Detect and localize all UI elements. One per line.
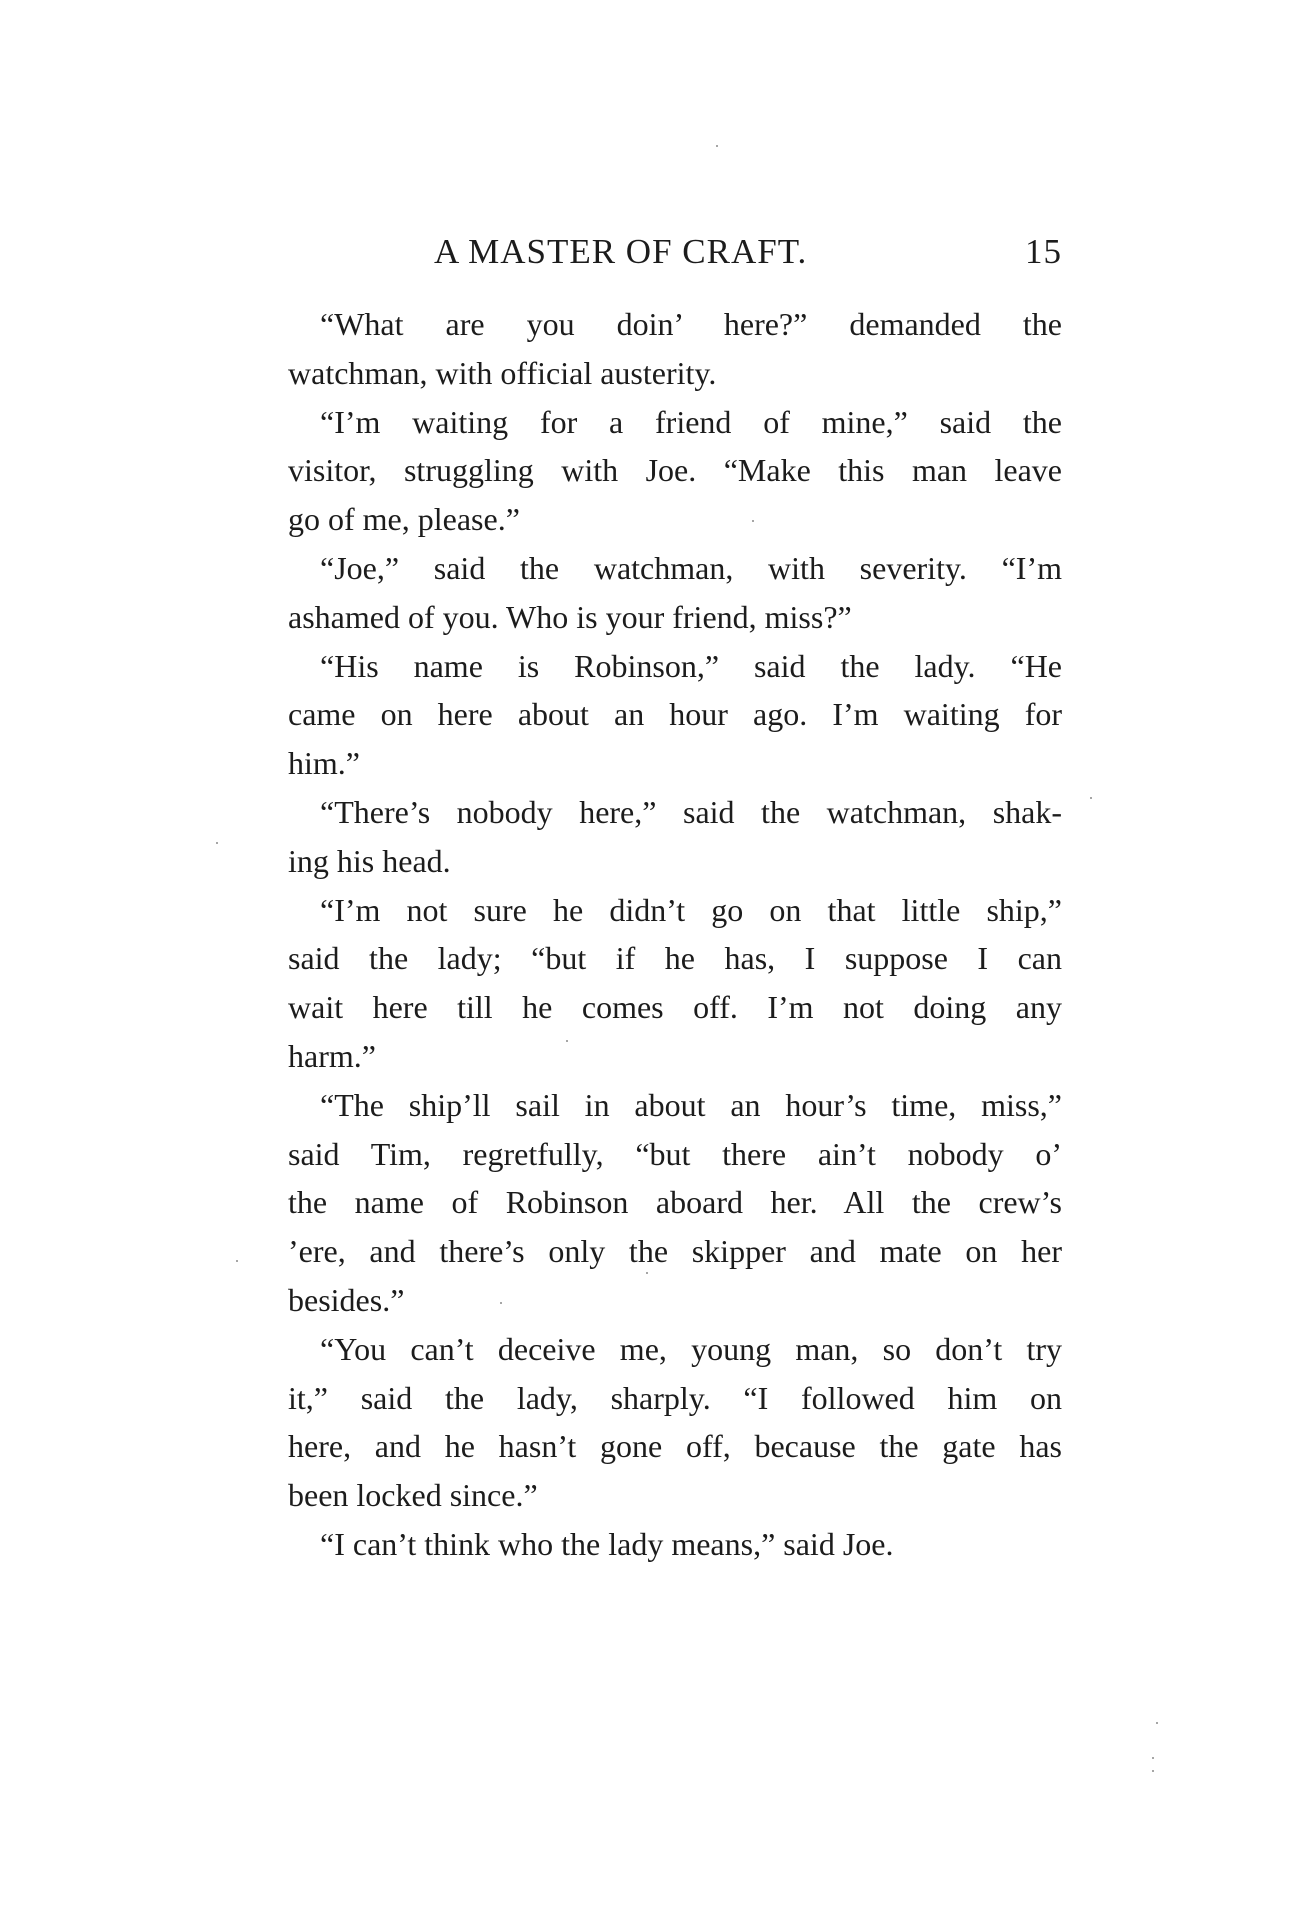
paragraph bbox=[256, 788, 1062, 886]
text-line: said Tim, regretfully, “but there ain’t nobody o’ bbox=[288, 1135, 1062, 1172]
text-line: “There’s nobody here,” said the watchman, shak- bbox=[320, 793, 1062, 830]
running-title: A MASTER OF CRAFT. bbox=[434, 232, 808, 271]
text-line: besides.” bbox=[288, 1281, 405, 1318]
text-line: “What are you doin’ here?” demanded the bbox=[320, 306, 1062, 342]
scan-speck bbox=[716, 145, 718, 147]
text-line: “The ship’ll sail in about an hour’s time, miss,” bbox=[320, 1086, 1062, 1123]
text-line: came on here about an hour ago. I’m waiting for bbox=[288, 696, 1062, 733]
page-header bbox=[256, 232, 1062, 282]
paragraph bbox=[256, 642, 1062, 788]
paragraph bbox=[256, 398, 1062, 544]
scan-speck bbox=[752, 520, 754, 522]
scan-speck bbox=[500, 1302, 502, 1304]
text-line: been locked since.” bbox=[288, 1477, 538, 1514]
text-line: here, and he hasn’t gone off, because the gate has bbox=[288, 1428, 1062, 1465]
text-line: ashamed of you. Who is your friend, miss?” bbox=[288, 598, 852, 635]
text-line: “Joe,” said the watchman, with severity. “I’m bbox=[320, 549, 1062, 586]
text-line: go of me, please.” bbox=[288, 501, 520, 538]
text-line: it,” said the lady, sharply. “I followed him on bbox=[288, 1379, 1062, 1416]
text-line: “You can’t deceive me, young man, so don’t try bbox=[320, 1330, 1062, 1367]
text-line: the name of Robinson aboard her. All the crew’s bbox=[288, 1184, 1062, 1221]
text-line: wait here till he comes off. I’m not doing any bbox=[288, 989, 1062, 1026]
paragraph bbox=[256, 1325, 1062, 1520]
paragraph bbox=[256, 886, 1062, 1081]
body-text bbox=[256, 300, 1062, 1569]
text-line: “I’m not sure he didn’t go on that little ship,” bbox=[320, 891, 1062, 928]
paragraph bbox=[256, 1520, 1062, 1569]
scan-speck bbox=[646, 1272, 648, 1274]
text-line: said the lady; “but if he has, I suppose I can bbox=[288, 940, 1062, 977]
text-line: him.” bbox=[288, 745, 360, 782]
scan-speck bbox=[1090, 797, 1092, 799]
scan-speck bbox=[1152, 1770, 1154, 1772]
scan-speck bbox=[216, 842, 218, 844]
text-line: watchman, with official austerity. bbox=[288, 354, 717, 391]
scan-speck bbox=[1156, 1722, 1158, 1724]
text-line: “His name is Robinson,” said the lady. “He bbox=[320, 647, 1062, 684]
text-line: visitor, struggling with Joe. “Make this man leave bbox=[288, 452, 1062, 489]
scan-speck bbox=[1152, 1757, 1154, 1759]
page-number: 15 bbox=[1025, 232, 1062, 271]
text-line: “I’m waiting for a friend of mine,” said the bbox=[320, 403, 1062, 440]
paragraph bbox=[256, 544, 1062, 642]
scan-speck bbox=[236, 1260, 238, 1262]
text-line: harm.” bbox=[288, 1037, 376, 1074]
paragraph bbox=[256, 300, 1062, 398]
text-line: ing his head. bbox=[288, 842, 451, 879]
text-line: “I can’t think who the lady means,” said Joe. bbox=[320, 1525, 894, 1562]
text-line: ’ere, and there’s only the skipper and mate on her bbox=[288, 1233, 1062, 1270]
scan-speck bbox=[566, 1040, 568, 1042]
paragraph bbox=[256, 1081, 1062, 1325]
